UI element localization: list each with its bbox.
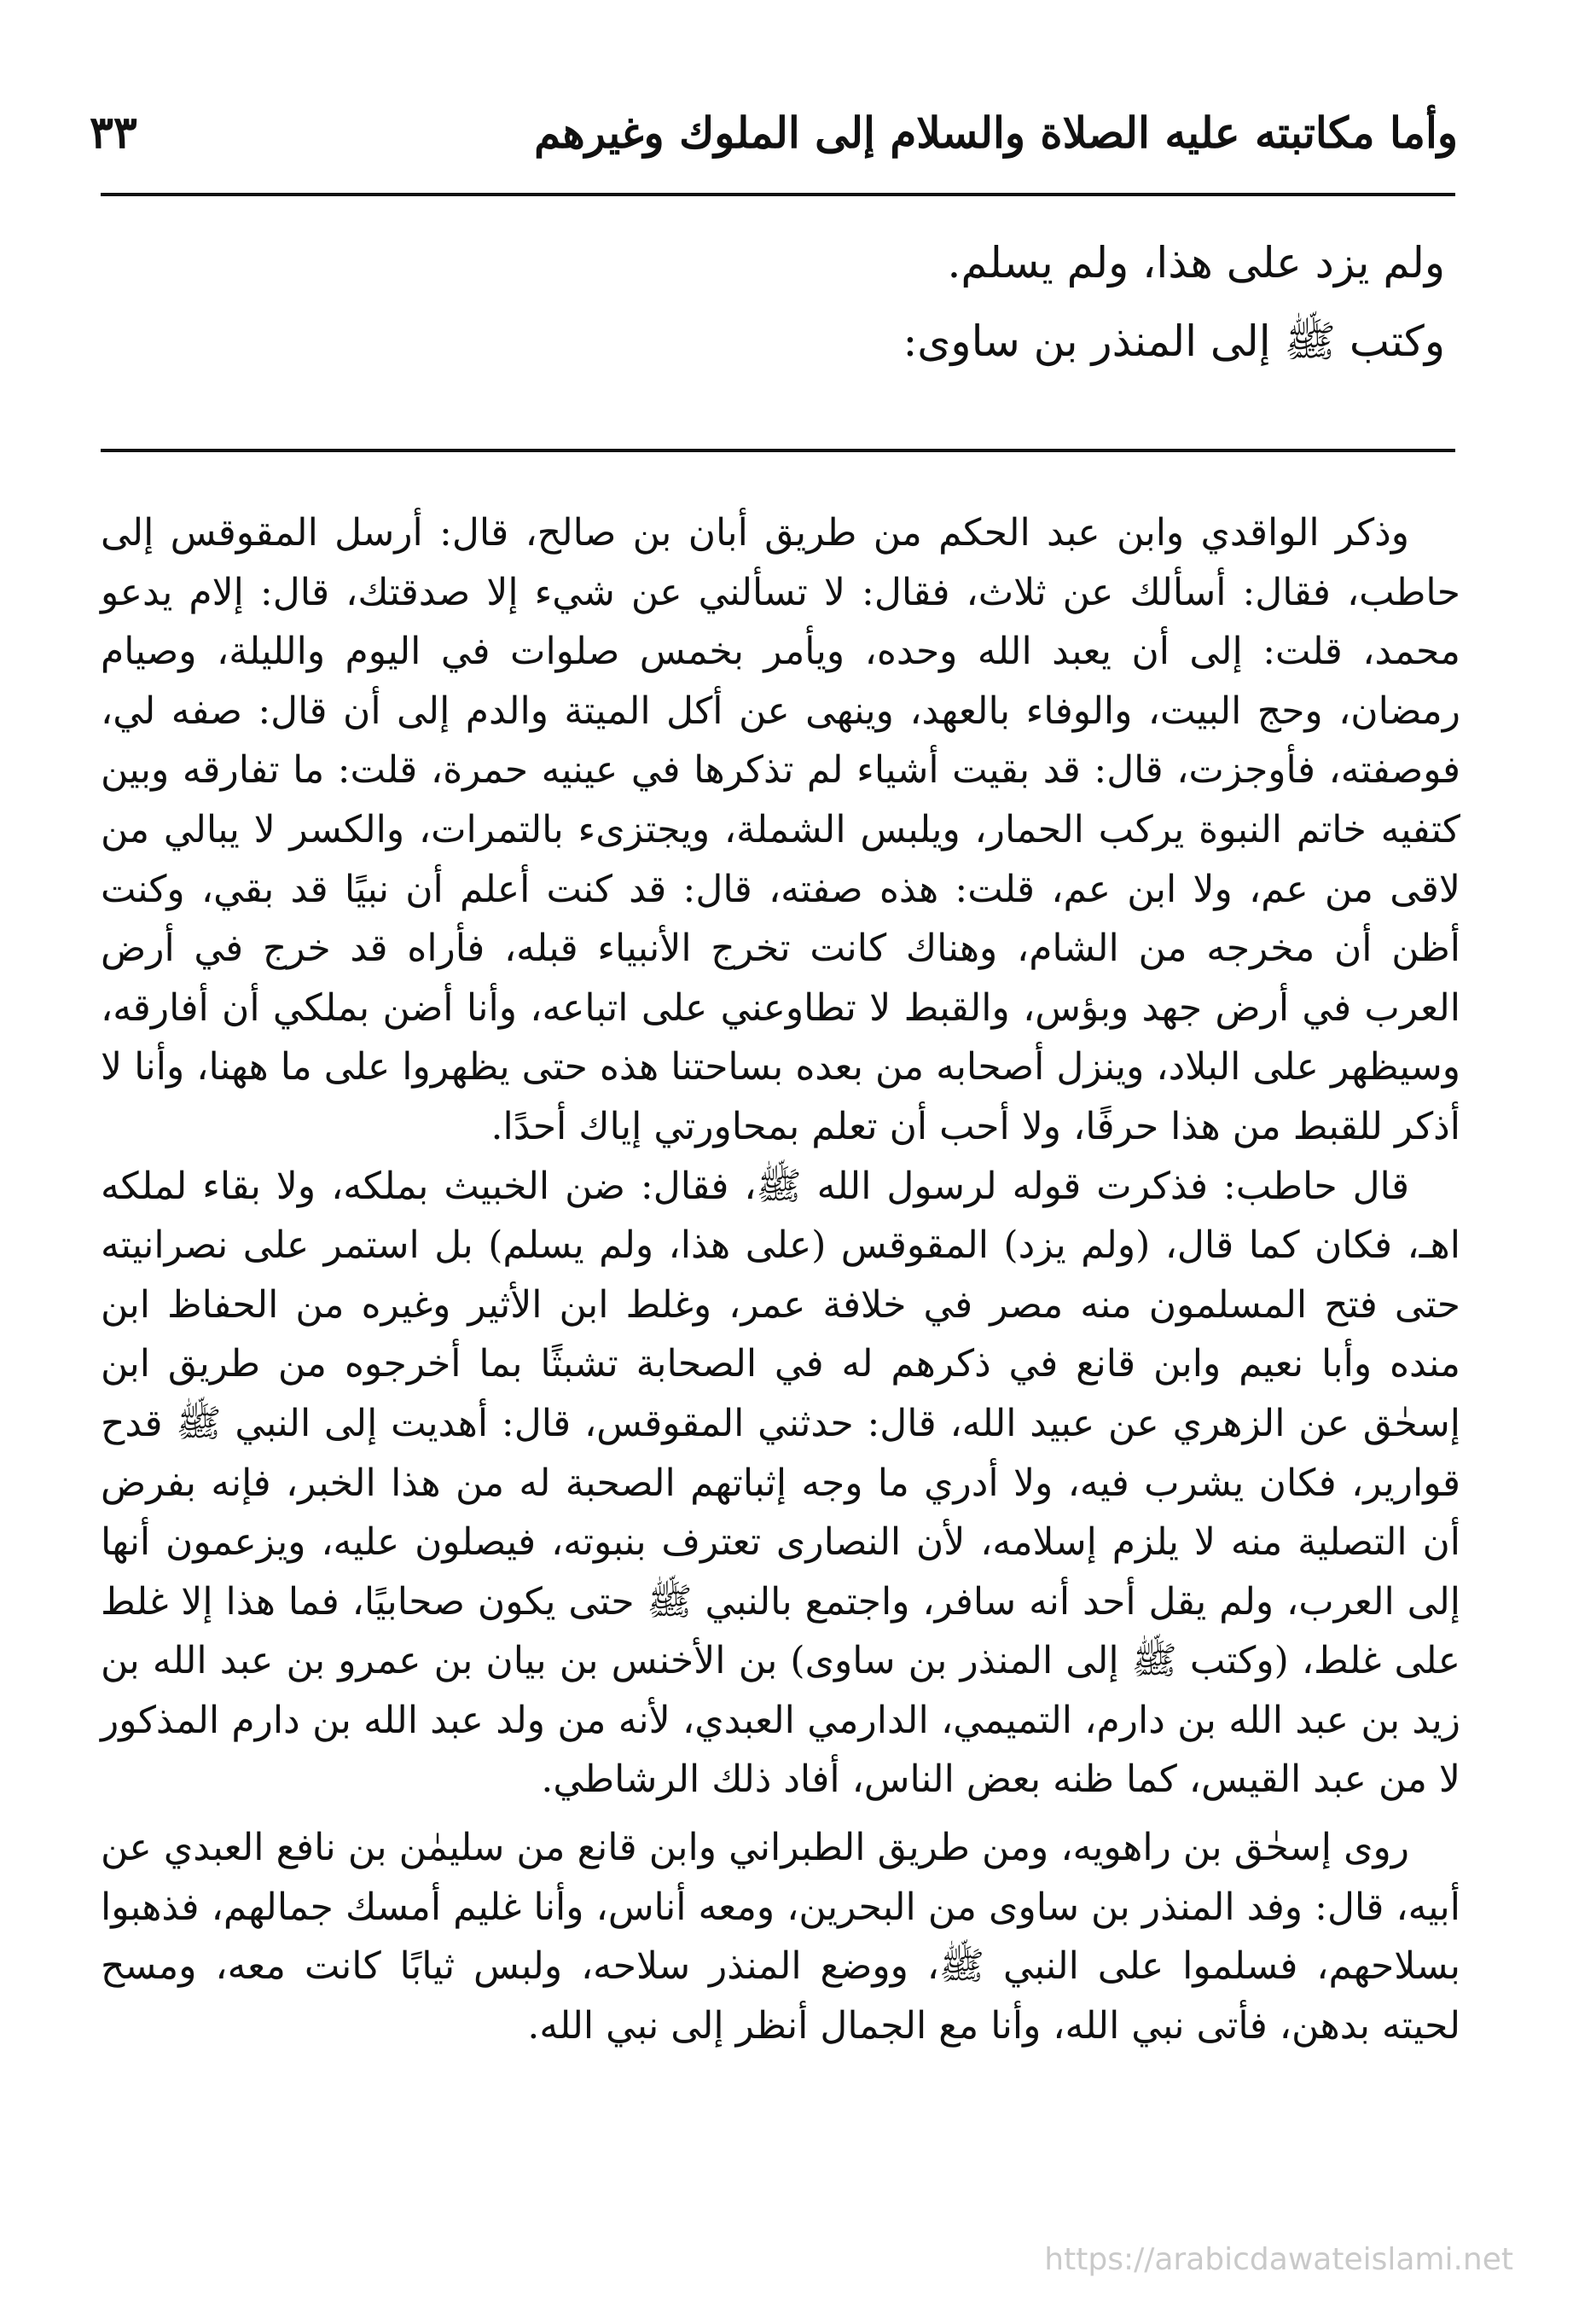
running-title: وأما مكاتبته عليه الصلاة والسلام إلى الملوك وغيرهم <box>534 107 1458 158</box>
commentary-paragraph: روى إسحٰق بن راهويه، ومن طريق الطبراني وابن قانع من سليمٰن بن نافع العبدي عن أبيه، قال: وفد المنذر بن ساوى من البحرين، ومعه أناس، وأنا غليم أمسك جمالهم، فذهبوا بسلاحهم، فسلموا على النبي ﷺ، ووضع المنذر سلاحه، ولبس ثيابًا كانت معه، ومسح لحيته بدهن، فأتى نبي الله، وأنا مع الجمال أنظر إلى نبي الله. <box>101 1826 1460 2048</box>
page-number: ٣٣ <box>90 106 137 159</box>
commentary-paragraph: قال حاطب: فذكرت قوله لرسول الله ﷺ، فقال: ضن الخبيث بملكه، ولا بقاء لملكه اهـ، فكان كما قال، (ولم يزد) المقوقس (على هذا، ولم يسلم) بل استمر على نصرانيته حتى فتح المسلمون منه مصر في خلافة عمر، وغلط ابن الأثير وغيره من الحفاظ ابن منده وأبا نعيم وابن قانع في ذكرهم له في الصحابة تشبثًا بما أخرجوه من طريق ابن إسحٰق عن الزهري عن عبيد الله، قال: حدثني المقوقس، قال: أهديت إلى النبي ﷺ قدح قوارير، فكان يشرب فيه، ولا أدري ما وجه إثباتهم الصحبة له من هذا الخبر، فإنه بفرض أن التصلية منه لا يلزم إسلامه، لأن النصارى تعترف بنبوته، فيصلون عليه، ويزعمون أنها إلى العرب، ولم يقل أحد أنه سافر، واجتمع بالنبي ﷺ حتى يكون صحابيًا، فما هذا إلا غلط على غلط، (وكتب ﷺ إلى المنذر بن ساوى) بن الأخنس بن بيان بن عمرو بن عبد الله بن زيد بن عبد الله بن دارم، التميمي، الدارمي العبدي، لأنه من ولد عبد الله بن دارم المذكور لا من عبد القيس، كما ظنه بعض الناس، أفاد ذلك الرشاطي. <box>101 1164 1460 1802</box>
commentary-paragraph: وذكر الواقدي وابن عبد الحكم من طريق أبان بن صالح، قال: أرسل المقوقس إلى حاطب، فقال: أسألك عن ثلاث، فقال: لا تسألني عن شيء إلا صدقتك، قال: إلام يدعو محمد، قلت: إلى أن يعبد الله وحده، ويأمر بخمس صلوات في اليوم والليلة، وصيام رمضان، وحج البيت، والوفاء بالعهد، وينهى عن أكل الميتة والدم إلى أن قال: صفه لي، فوصفته، فأوجزت، قال: قد بقيت أشياء لم تذكرها في عينيه حمرة، قلت: ما تفارقه وبين كتفيه خاتم النبوة يركب الحمار، ويلبس الشملة، ويجتزىء بالتمرات، والكسر لا يبالي من لاقى من عم، ولا ابن عم، قلت: هذه صفته، قال: قد كنت أعلم أن نبيًا قد بقي، وكنت أظن أن مخرجه من الشام، وهناك كانت تخرج الأنبياء قبله، فأراه قد خرج في أرض العرب في أرض جهد وبؤس، والقبط لا تطاوعني على اتباعه، وأنا أضن بملكي أن أفارقه، وسيظهر على البلاد، وينزل أصحابه من بعده بساحتنا هذه حتى يظهروا على ما ههنا، وأنا لا أذكر للقبط من هذا حرفًا، ولا أحب أن تعلم بمحاورتي إياك أحدًا. <box>101 511 1460 1148</box>
section-divider <box>101 449 1455 452</box>
page-header <box>90 85 1458 179</box>
commentary <box>101 503 1460 2055</box>
header-divider <box>101 193 1455 196</box>
main-text <box>324 224 1445 381</box>
main-text-line: وكتب ﷺ إلى المنذر بن ساوى: <box>903 317 1445 366</box>
watermark-url: https://arabicdawateislami.net <box>1044 2242 1513 2277</box>
main-text-line: ولم يزد على هذا، ولم يسلم. <box>947 238 1445 288</box>
